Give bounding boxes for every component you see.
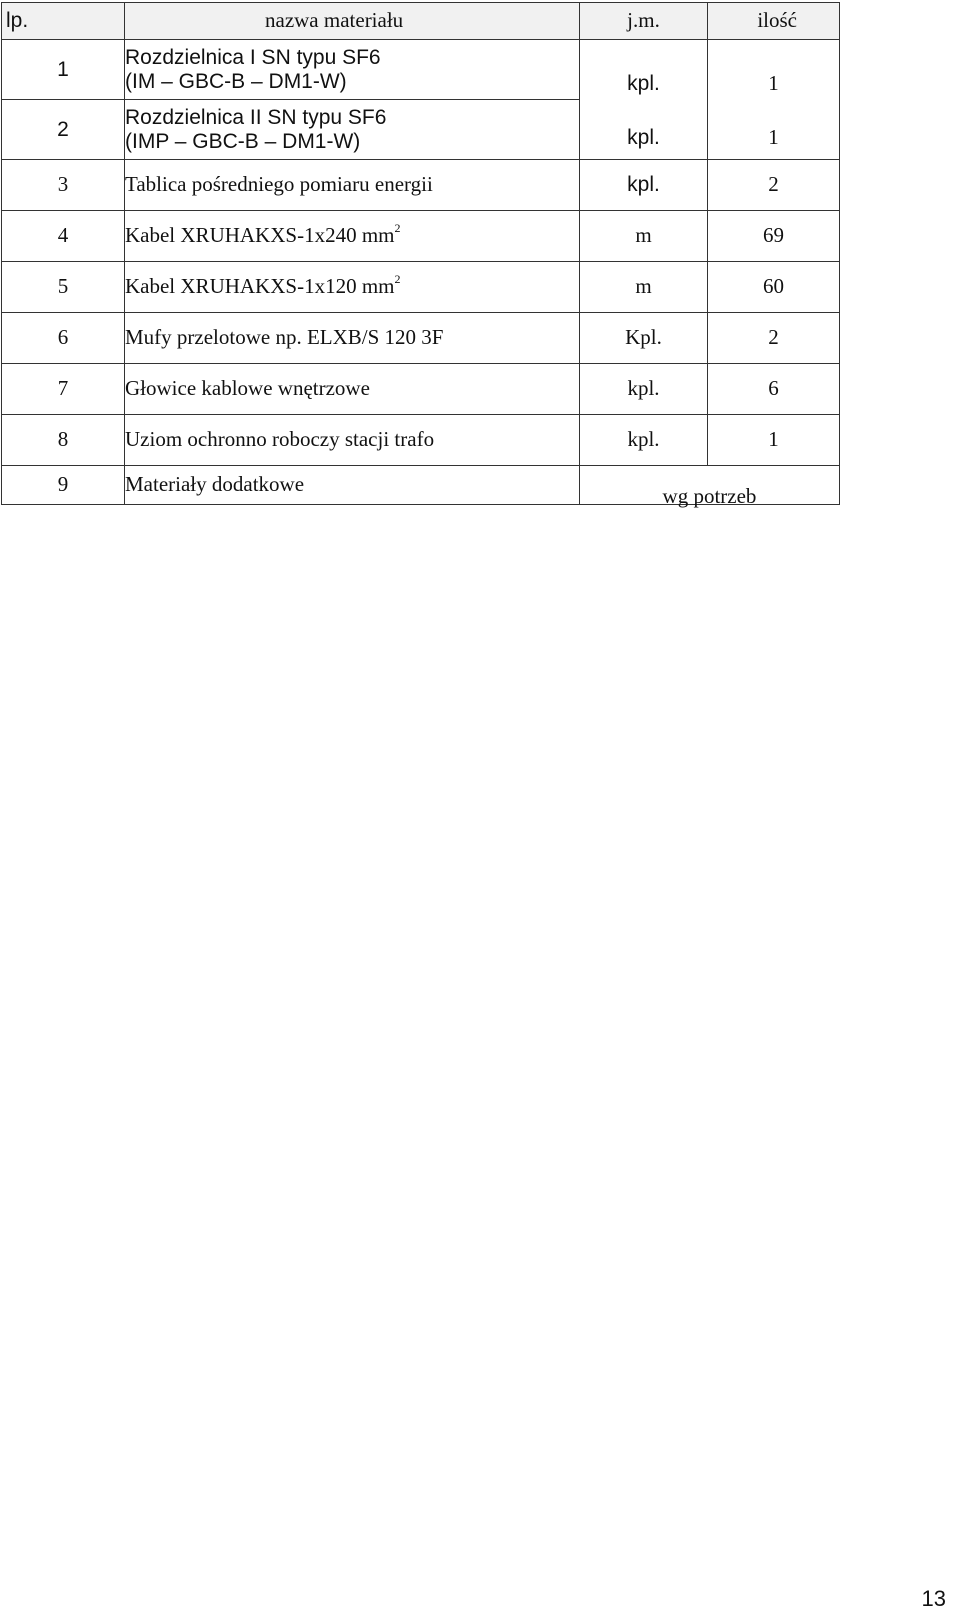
row-lp: 7 (2, 364, 125, 415)
header-qty: ilość (708, 3, 840, 40)
row-lp: 9 (2, 466, 125, 505)
row-qty: 2 (708, 160, 840, 211)
row-lp: 1 (2, 40, 125, 100)
row-qty: 1 (708, 40, 840, 100)
row-name: Materiały dodatkowe (125, 466, 580, 505)
row-name: Głowice kablowe wnętrzowe (125, 364, 580, 415)
row-qty: 60 (708, 262, 840, 313)
row-name-line2: (IM – GBC-B – DM1-W) (125, 69, 347, 93)
row-qty-text: wg potrzeb (580, 466, 840, 505)
table-row (2, 40, 840, 100)
row-unit: kpl. (580, 415, 708, 466)
table-row (2, 415, 840, 466)
row-name: Kabel XRUHAKXS-1x240 $mm^2$ (125, 211, 580, 262)
superscript: 2 (394, 272, 401, 287)
row-unit: m (580, 211, 708, 262)
row-name: Uziom ochronno roboczy stacji trafo (125, 415, 580, 466)
row-unit: kpl. (580, 40, 708, 100)
row-unit: Kpl. (580, 313, 708, 364)
table-header-row (2, 3, 840, 40)
header-lp: lp. (2, 3, 125, 40)
row-qty: 1 (708, 100, 840, 160)
table-row (2, 211, 840, 262)
table-row (2, 313, 840, 364)
row-lp: 8 (2, 415, 125, 466)
row-name (125, 40, 580, 100)
row-name: Mufy przelotowe np. ELXB/S 120 3F (125, 313, 580, 364)
row-name-line2: (IMP – GBC-B – DM1-W) (125, 129, 361, 153)
page-number: 13 (921, 1586, 946, 1611)
row-name: Kabel XRUHAKXS-1x120 $mm^2$ (125, 262, 580, 313)
row-name (125, 100, 580, 160)
table-row (2, 466, 840, 505)
table-row (2, 100, 840, 160)
row-lp: 4 (2, 211, 125, 262)
header-unit: j.m. (580, 3, 708, 40)
table-row (2, 160, 840, 211)
materials-table (1, 2, 840, 508)
row-lp: 3 (2, 160, 125, 211)
row-name-line1: Rozdzielnica II SN typu SF6 (125, 106, 387, 130)
header-name: nazwa materiału (125, 3, 580, 40)
row-unit: kpl. (580, 100, 708, 160)
table-row (2, 262, 840, 313)
row-qty: 6 (708, 364, 840, 415)
row-lp: 5 (2, 262, 125, 313)
row-unit: kpl. (580, 364, 708, 415)
row-name: Tablica pośredniego pomiaru energii (125, 160, 580, 211)
row-qty: 1 (708, 415, 840, 466)
row-name-line1: Rozdzielnica I SN typu SF6 (125, 46, 381, 70)
row-unit: m (580, 262, 708, 313)
table-row (2, 364, 840, 415)
row-unit: kpl. (580, 160, 708, 211)
row-qty: 2 (708, 313, 840, 364)
row-lp: 6 (2, 313, 125, 364)
row-lp: 2 (2, 100, 125, 160)
row-qty: 69 (708, 211, 840, 262)
superscript: 2 (394, 221, 401, 236)
